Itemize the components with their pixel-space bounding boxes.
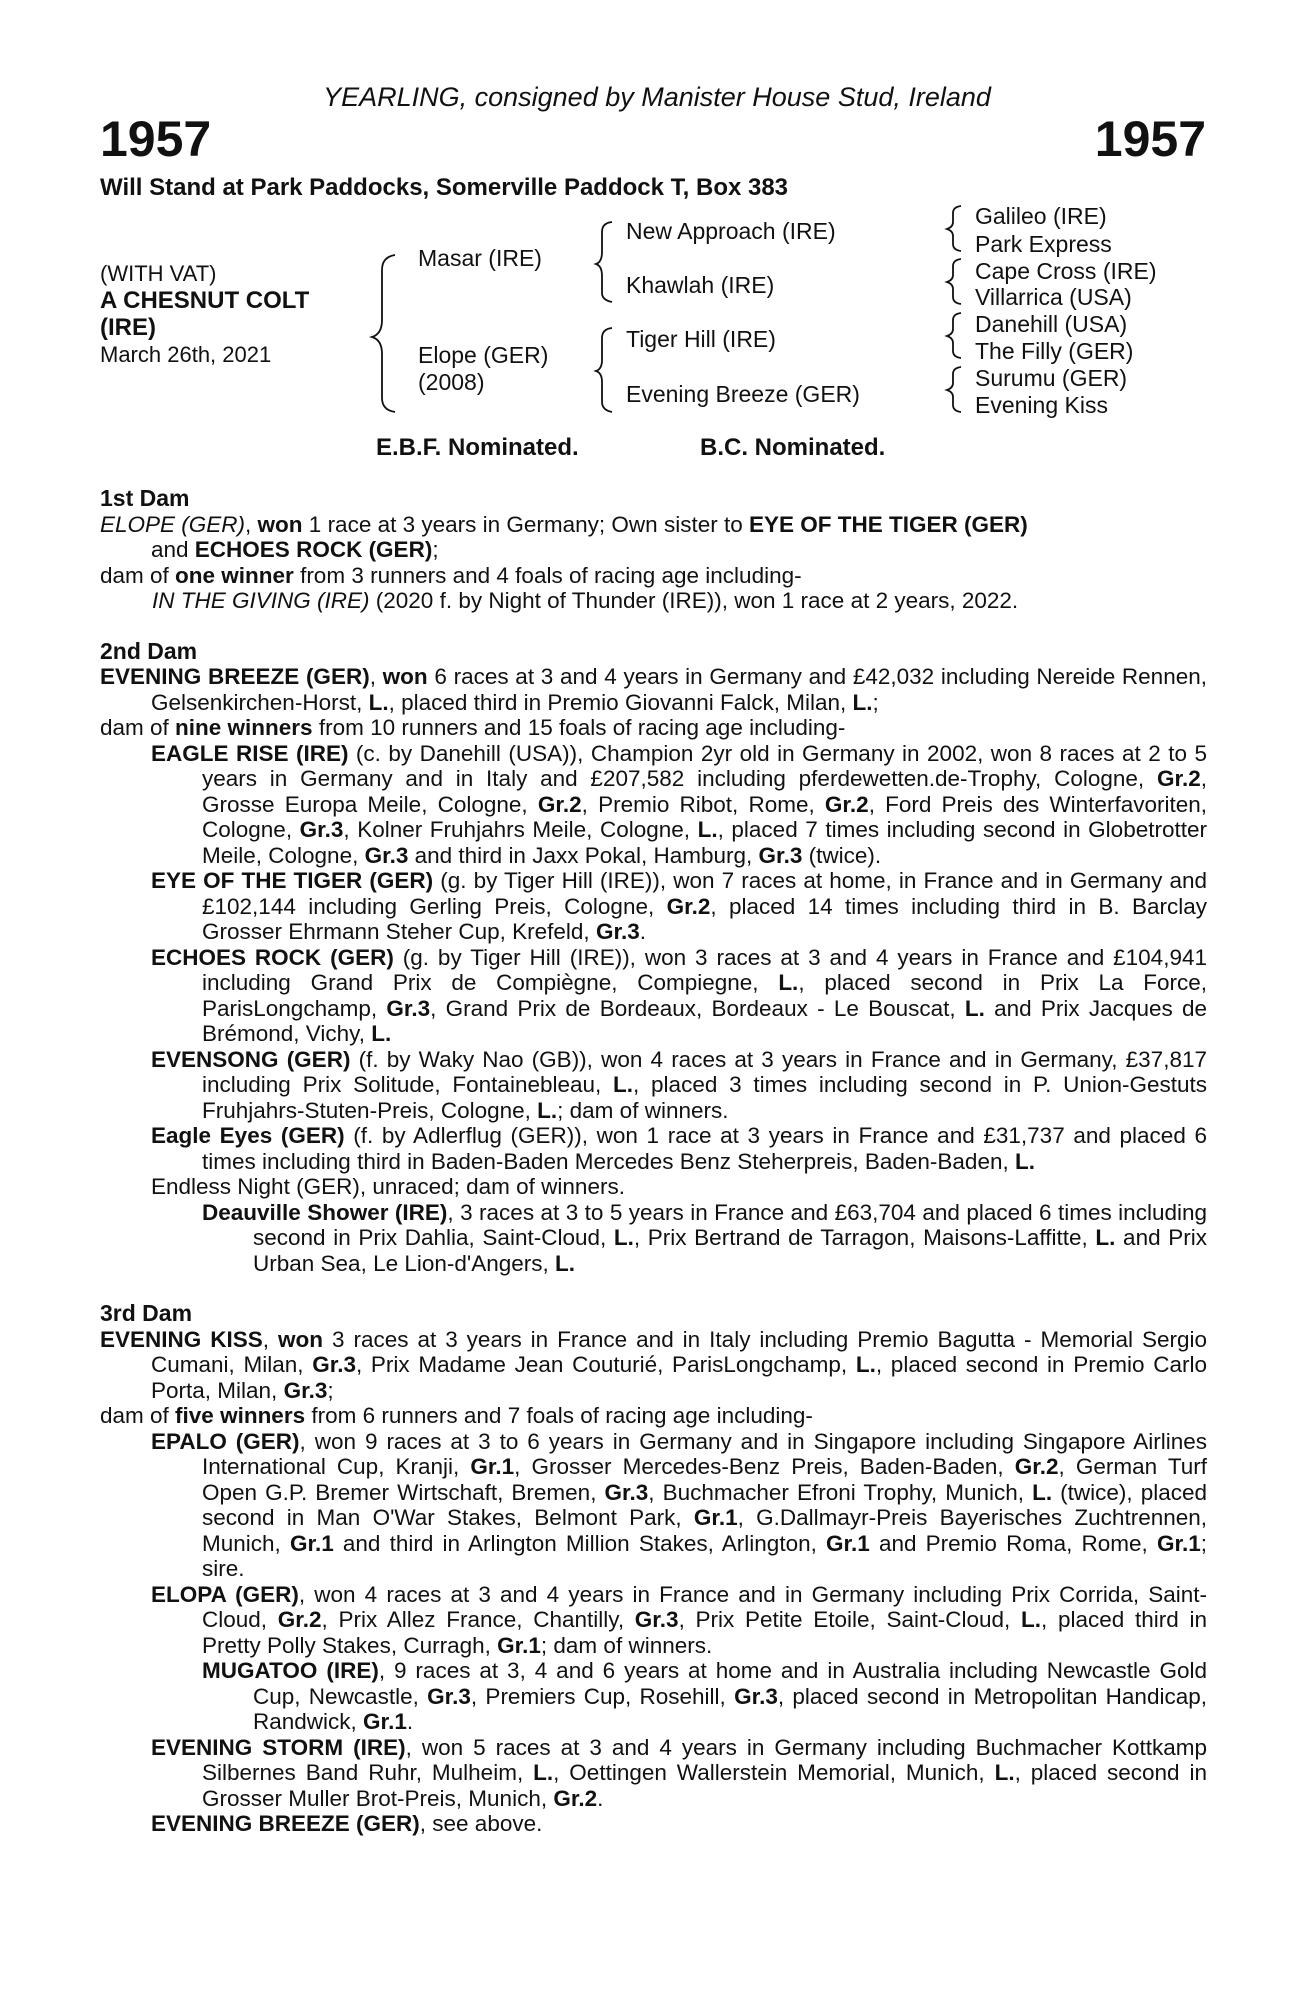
horse-country: (IRE): [100, 314, 156, 341]
progeny-elopa: ELOPA (GER), won 4 races at 3 and 4 years in France and in Germany including Prix Corrida, Saint-Cloud, Gr.2, Prix Allez France, Chantilly, Gr.3, Prix Petite Etoile, Saint-Cloud, L., placed third in Pretty Polly Stakes, Curragh, Gr.1; dam of winners.: [151, 1581, 1208, 1658]
pedigree-g7: Surumu (GER): [975, 365, 1128, 391]
progeny-echoes-rock: ECHOES ROCK (GER) (g. by Tiger Hill (IRE)), won 3 races at 3 and 4 years in France and £104,941 including Grand Prix de Compiègne, Compiegne, L., placed second in Prix La Force, ParisLongchamp, Gr.3, Grand Prix de Bordeaux, Bordeaux - Le Bouscat, L. and Prix Jacques de Brémond, Vichy, L.: [151, 944, 1208, 1046]
second-dam-record: EVENING BREEZE (GER), won 6 races at 3 and 4 years in Germany and £42,032 including Nereide Rennen, Gelsenkirchen-Horst, L., placed third in Premio Giovanni Falck, Milan, L.;: [100, 664, 1207, 715]
second-dam-heading: 2nd Dam: [100, 637, 198, 664]
brace-sire: [596, 222, 612, 302]
first-dam-heading: 1st Dam: [100, 485, 190, 511]
progeny-endless-night: Endless Night (GER), unraced; dam of winners.: [151, 1174, 625, 1199]
vat-note: (WITH VAT): [100, 261, 217, 286]
progeny-epalo: EPALO (GER), won 9 races at 3 to 6 years in Germany and in Singapore including Singapore Airlines International Cup, Kranji, Gr.1, Grosser Mercedes-Benz Preis, Baden-Baden, Gr.2, German Turf Open G.P. Bremer Wirtschaft, Bremen, Gr.3, Buchmacher Efroni Trophy, Munich, L. (twice), placed second in Man O'War Stakes, Belmont Park, Gr.1, G.Dallmayr-Preis Bayerisches Zuchtrennen, Munich, Gr.1 and third in Arlington Million Stakes, Arlington, Gr.1 and Premio Roma, Rome, Gr.1; sire.: [151, 1428, 1208, 1581]
pedigree-sire: Masar (IRE): [418, 245, 542, 271]
stand-location: Will Stand at Park Paddocks, Somerville Paddock T, Box 383: [100, 174, 789, 201]
first-dam-progeny: IN THE GIVING (IRE) (2020 f. by Night of Thunder (IRE)), won 1 race at 2 years, 2022.: [152, 588, 1019, 613]
progeny-eagle-eyes: Eagle Eyes (GER) (f. by Adlerflug (GER)), won 1 race at 3 years in France and £31,737 and placed 6 times including third in Baden-Baden Mercedes Benz Steherpreis, Baden-Baden, L.: [151, 1123, 1207, 1174]
bc-nominated: B.C. Nominated.: [700, 434, 886, 461]
catalogue-body: [100, 486, 1207, 1837]
pedigree-g6: The Filly (GER): [975, 338, 1134, 364]
lot-number-left: 1957: [100, 111, 212, 167]
ebf-nominated: E.B.F. Nominated.: [376, 434, 579, 461]
pedigree-g4: Villarrica (USA): [975, 284, 1132, 310]
third-dam-produce: dam of five winners from 6 runners and 7 foals of racing age including-: [100, 1403, 813, 1428]
pedigree-dam-year: (2008): [418, 369, 485, 395]
pedigree-sire-dam: Khawlah (IRE): [626, 272, 775, 298]
pedigree-g5: Danehill (USA): [975, 311, 1128, 337]
progeny-deauville-shower: Deauville Shower (IRE), 3 races at 3 to 5 years in France and £63,704 and placed 6 times including second in Prix Dahlia, Saint-Cloud, L., Prix Bertrand de Tarragon, Maisons-Laffitte, L. and Prix Urban Sea, Le Lion-d'Angers, L.: [202, 1199, 1207, 1276]
progeny-mugatoo: MUGATOO (IRE), 9 races at 3, 4 and 6 years at home and in Australia including Newcastle Gold Cup, Newcastle, Gr.3, Premiers Cup, Rosehill, Gr.3, placed second in Metropolitan Handicap, Randwick, Gr.1.: [202, 1658, 1207, 1734]
horse-sex-colour: A CHESNUT COLT: [100, 287, 310, 314]
pedigree-g8: Evening Kiss: [975, 392, 1108, 418]
progeny-eye-of-the-tiger: EYE OF THE TIGER (GER) (g. by Tiger Hill (IRE)), won 7 races at home, in France and in Germany and £102,144 including Gerling Preis, Cologne, Gr.2, placed 14 times including third in B. Barclay Grosser Ehrmann Steher Cup, Krefeld, Gr.3.: [151, 868, 1207, 944]
pedigree-g3: Cape Cross (IRE): [975, 258, 1157, 284]
progeny-evening-storm: EVENING STORM (IRE), won 5 races at 3 and 4 years in Germany including Buchmacher Kottkamp Silbernes Band Ruhr, Mulheim, L., Oettingen Wallerstein Memorial, Munich, L., placed second in Grosser Muller Brot-Preis, Munich, Gr.2.: [151, 1734, 1208, 1811]
progeny-eagle-rise: EAGLE RISE (IRE) (c. by Danehill (USA)), Champion 2yr old in Germany in 2002, won 8 races at 2 to 5 years in Germany and in Italy and £207,582 including pferdewetten.de-Trophy, Cologne, Gr.2, Grosse Europa Meile, Cologne, Gr.2, Premio Ribot, Rome, Gr.2, Ford Preis des Winterfavoriten, Cologne, Gr.3, Kolner Fruhjahrs Meile, Cologne, L., placed 7 times including second in Globetrotter Meile, Cologne, Gr.3 and third in Jaxx Pokal, Hamburg, Gr.3 (twice).: [151, 740, 1207, 868]
brace-g3: [947, 313, 961, 358]
brace-g4: [947, 367, 961, 412]
pedigree-g2: Park Express: [975, 231, 1112, 257]
third-dam-record: EVENING KISS, won 3 races at 3 years in France and in Italy including Premio Bagutta - Memorial Sergio Cumani, Milan, Gr.3, Prix Madame Jean Couturié, ParisLongchamp, L., placed second in Premio Carlo Porta, Milan, Gr.3;: [100, 1326, 1207, 1403]
third-dam-heading: 3rd Dam: [100, 1300, 193, 1326]
second-dam-produce: dam of nine winners from 10 runners and 15 foals of racing age including-: [100, 715, 846, 740]
pedigree-dam: Elope (GER): [418, 342, 549, 368]
pedigree-dam-dam: Evening Breeze (GER): [626, 381, 860, 407]
brace-sire-dam: [372, 255, 395, 412]
brace-dam: [596, 328, 612, 412]
brace-g2: [947, 259, 961, 304]
lot-number-right: 1957: [1094, 111, 1206, 167]
progeny-evening-breeze: EVENING BREEZE (GER), see above.: [151, 1811, 543, 1836]
progeny-evensong: EVENSONG (GER) (f. by Waky Nao (GB)), won 4 races at 3 years in France and in Germany, £37,817 including Prix Solitude, Fontainebleau, L., placed 3 times including second in P. Union-Gestuts Fruhjahrs-Stuten-Preis, Cologne, L.; dam of winners.: [151, 1046, 1207, 1123]
brace-g1: [947, 206, 961, 251]
first-dam-produce: dam of one winner from 3 runners and 4 foals of racing age including-: [100, 562, 802, 588]
consignor-subtitle: YEARLING, consigned by Manister House Stud, Ireland: [323, 82, 991, 112]
pedigree-dam-sire: Tiger Hill (IRE): [626, 326, 776, 352]
first-dam-record: ELOPE (GER), won 1 race at 3 years in Germany; Own sister to EYE OF THE TIGER (GER) and ECHOES ROCK (GER);: [100, 511, 1028, 562]
pedigree-sire-sire: New Approach (IRE): [626, 218, 836, 244]
pedigree-g1: Galileo (IRE): [975, 203, 1107, 229]
foaling-date: March 26th, 2021: [100, 342, 272, 367]
